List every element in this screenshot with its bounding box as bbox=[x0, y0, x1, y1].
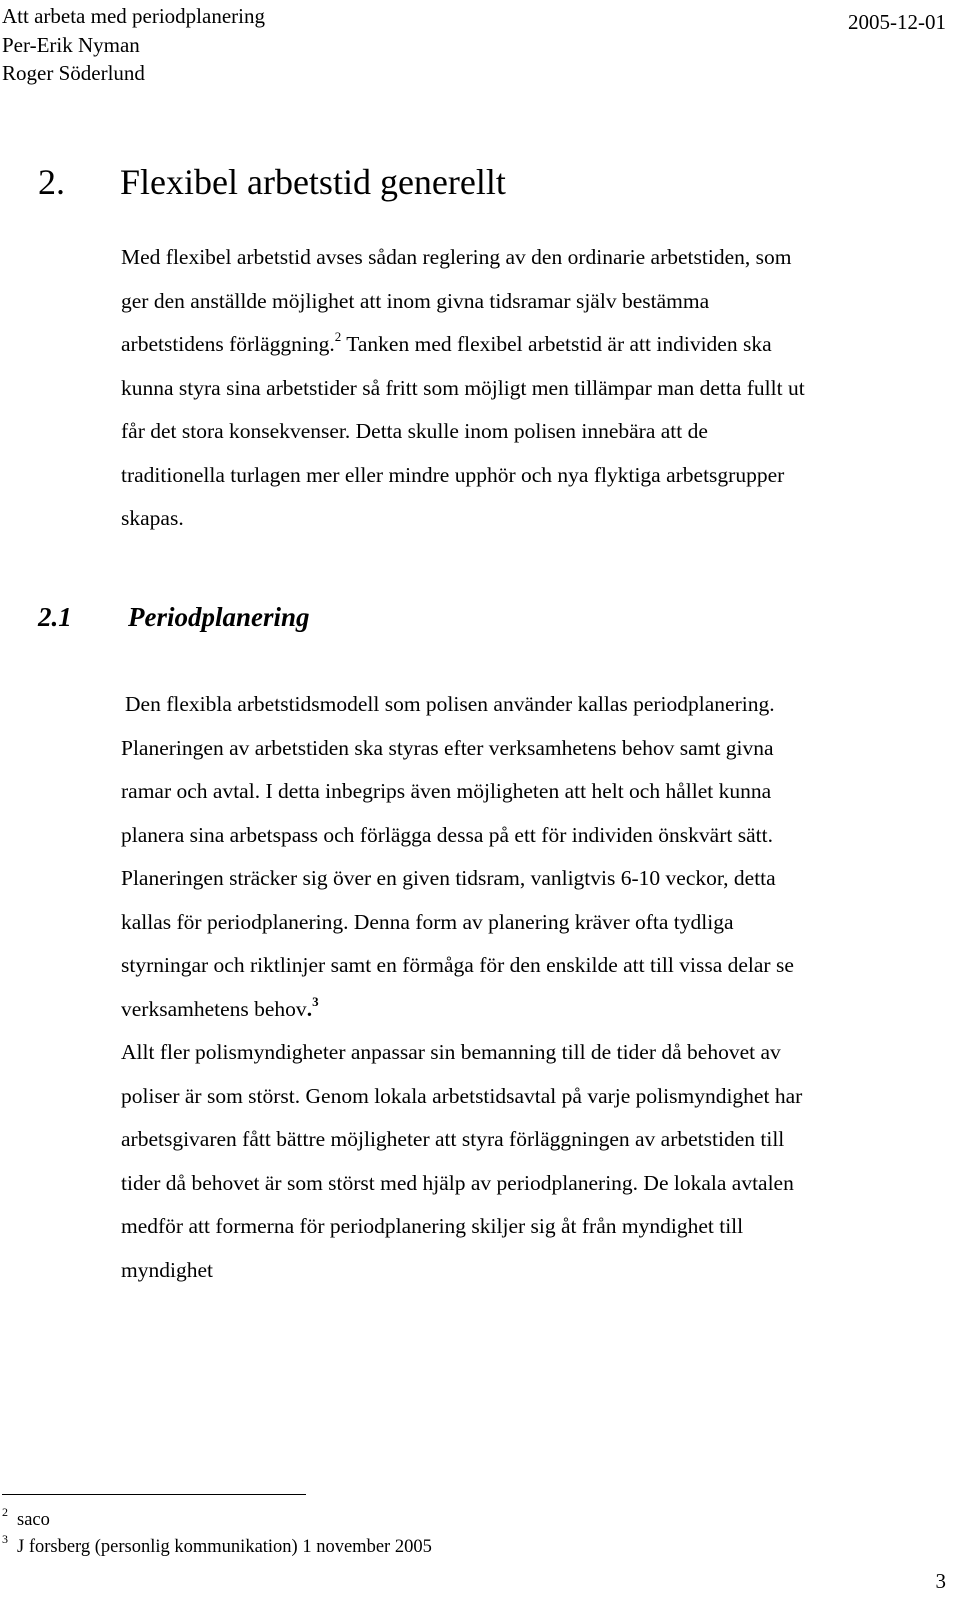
footnote bbox=[2, 1532, 432, 1559]
paragraph-line: medför att formerna för periodplanering skiljer sig åt från myndighet till bbox=[121, 1214, 744, 1238]
paragraph-line: poliser är som störst. Genom lokala arbetstidsavtal på varje polismyndighet har bbox=[121, 1083, 803, 1108]
paragraph-text: Tanken med flexibel arbetstid är att individen ska bbox=[341, 332, 772, 356]
footnote-text: J forsberg (personlig kommunikation) 1 november 2005 bbox=[17, 1537, 432, 1557]
section-heading bbox=[38, 160, 506, 204]
subsection-title: Periodplanering bbox=[128, 602, 310, 632]
footnote-reference[interactable]: 2 bbox=[334, 329, 342, 344]
paragraph-line: arbetsgivaren fått bättre möjligheter att styra förläggningen av arbetstiden till bbox=[121, 1127, 785, 1151]
paragraph-text: arbetstidens förläggning. bbox=[121, 332, 335, 356]
paragraph-punctuation: . bbox=[306, 996, 313, 1021]
document-date: 2005-12-01 bbox=[848, 10, 946, 34]
paragraph-line: Planeringen av arbetstiden ska styras efter verksamhetens behov samt givna bbox=[121, 735, 774, 760]
footnote-reference[interactable]: 3 bbox=[312, 993, 319, 1009]
paragraph-line: myndighet bbox=[121, 1257, 213, 1282]
section-paragraph bbox=[121, 236, 921, 541]
document-title: Att arbeta med periodplanering bbox=[2, 4, 265, 28]
paragraph-line: ger den anställde möjlighet att inom givna tidsramar själv bestämma bbox=[121, 288, 710, 313]
subsection-heading bbox=[38, 600, 310, 634]
paragraph-line: skapas. bbox=[121, 506, 184, 530]
page-number: 3 bbox=[935, 1569, 946, 1593]
paragraph-line: Planeringen sträcker sig över en given tidsram, vanligtvis 6-10 veckor, detta bbox=[121, 866, 776, 890]
paragraph-line: kunna styra sina arbetstider så fritt som möjligt men tillämpar man detta fullt ut bbox=[121, 375, 805, 400]
paragraph-line: Allt fler polismyndigheter anpassar sin bemanning till de tider då behovet av bbox=[121, 1040, 781, 1064]
footnote-divider bbox=[2, 1494, 306, 1495]
paragraph-text: verksamhetens behov bbox=[121, 996, 307, 1021]
paragraph-line: får det stora konsekvenser. Detta skulle inom polisen innebära att de bbox=[121, 419, 708, 443]
paragraph-line: tider då behovet är som störst med hjälp av periodplanering. De lokala avtalen bbox=[121, 1170, 794, 1195]
section-title: Flexibel arbetstid generellt bbox=[120, 162, 506, 202]
paragraph-line bbox=[121, 988, 921, 1032]
subsection-paragraph bbox=[121, 683, 921, 1031]
footnote bbox=[2, 1505, 50, 1532]
paragraph-line: traditionella turlagen mer eller mindre upphör och nya flyktiga arbetsgrupper bbox=[121, 462, 785, 487]
paragraph-line: Med flexibel arbetstid avses sådan reglering av den ordinarie arbetstiden, som bbox=[121, 245, 792, 269]
section-number: 2. bbox=[38, 162, 65, 202]
paragraph-line: styrningar och riktlinjer samt en förmåga för den enskilde att till vissa delar se bbox=[121, 953, 794, 977]
subsection-number: 2.1 bbox=[38, 602, 72, 632]
paragraph-line bbox=[121, 323, 921, 367]
footnote-text: saco bbox=[17, 1510, 50, 1530]
footnote-number: 2 bbox=[2, 1505, 8, 1519]
paragraph-line: kallas för periodplanering. Denna form av planering kräver ofta tydliga bbox=[121, 909, 734, 934]
paragraph-line: ramar och avtal. I detta inbegrips även möjligheten att helt och hållet kunna bbox=[121, 779, 772, 803]
footnote-number: 3 bbox=[2, 1532, 8, 1546]
paragraph-line: planera sina arbetspass och förlägga dessa på ett för individen önskvärt sätt. bbox=[121, 822, 773, 847]
paragraph-line: Den flexibla arbetstidsmodell som polisen använder kallas periodplanering. bbox=[125, 692, 775, 716]
subsection-paragraph bbox=[121, 1031, 921, 1292]
author-name: Roger Söderlund bbox=[2, 61, 145, 85]
author-name: Per-Erik Nyman bbox=[2, 33, 140, 57]
